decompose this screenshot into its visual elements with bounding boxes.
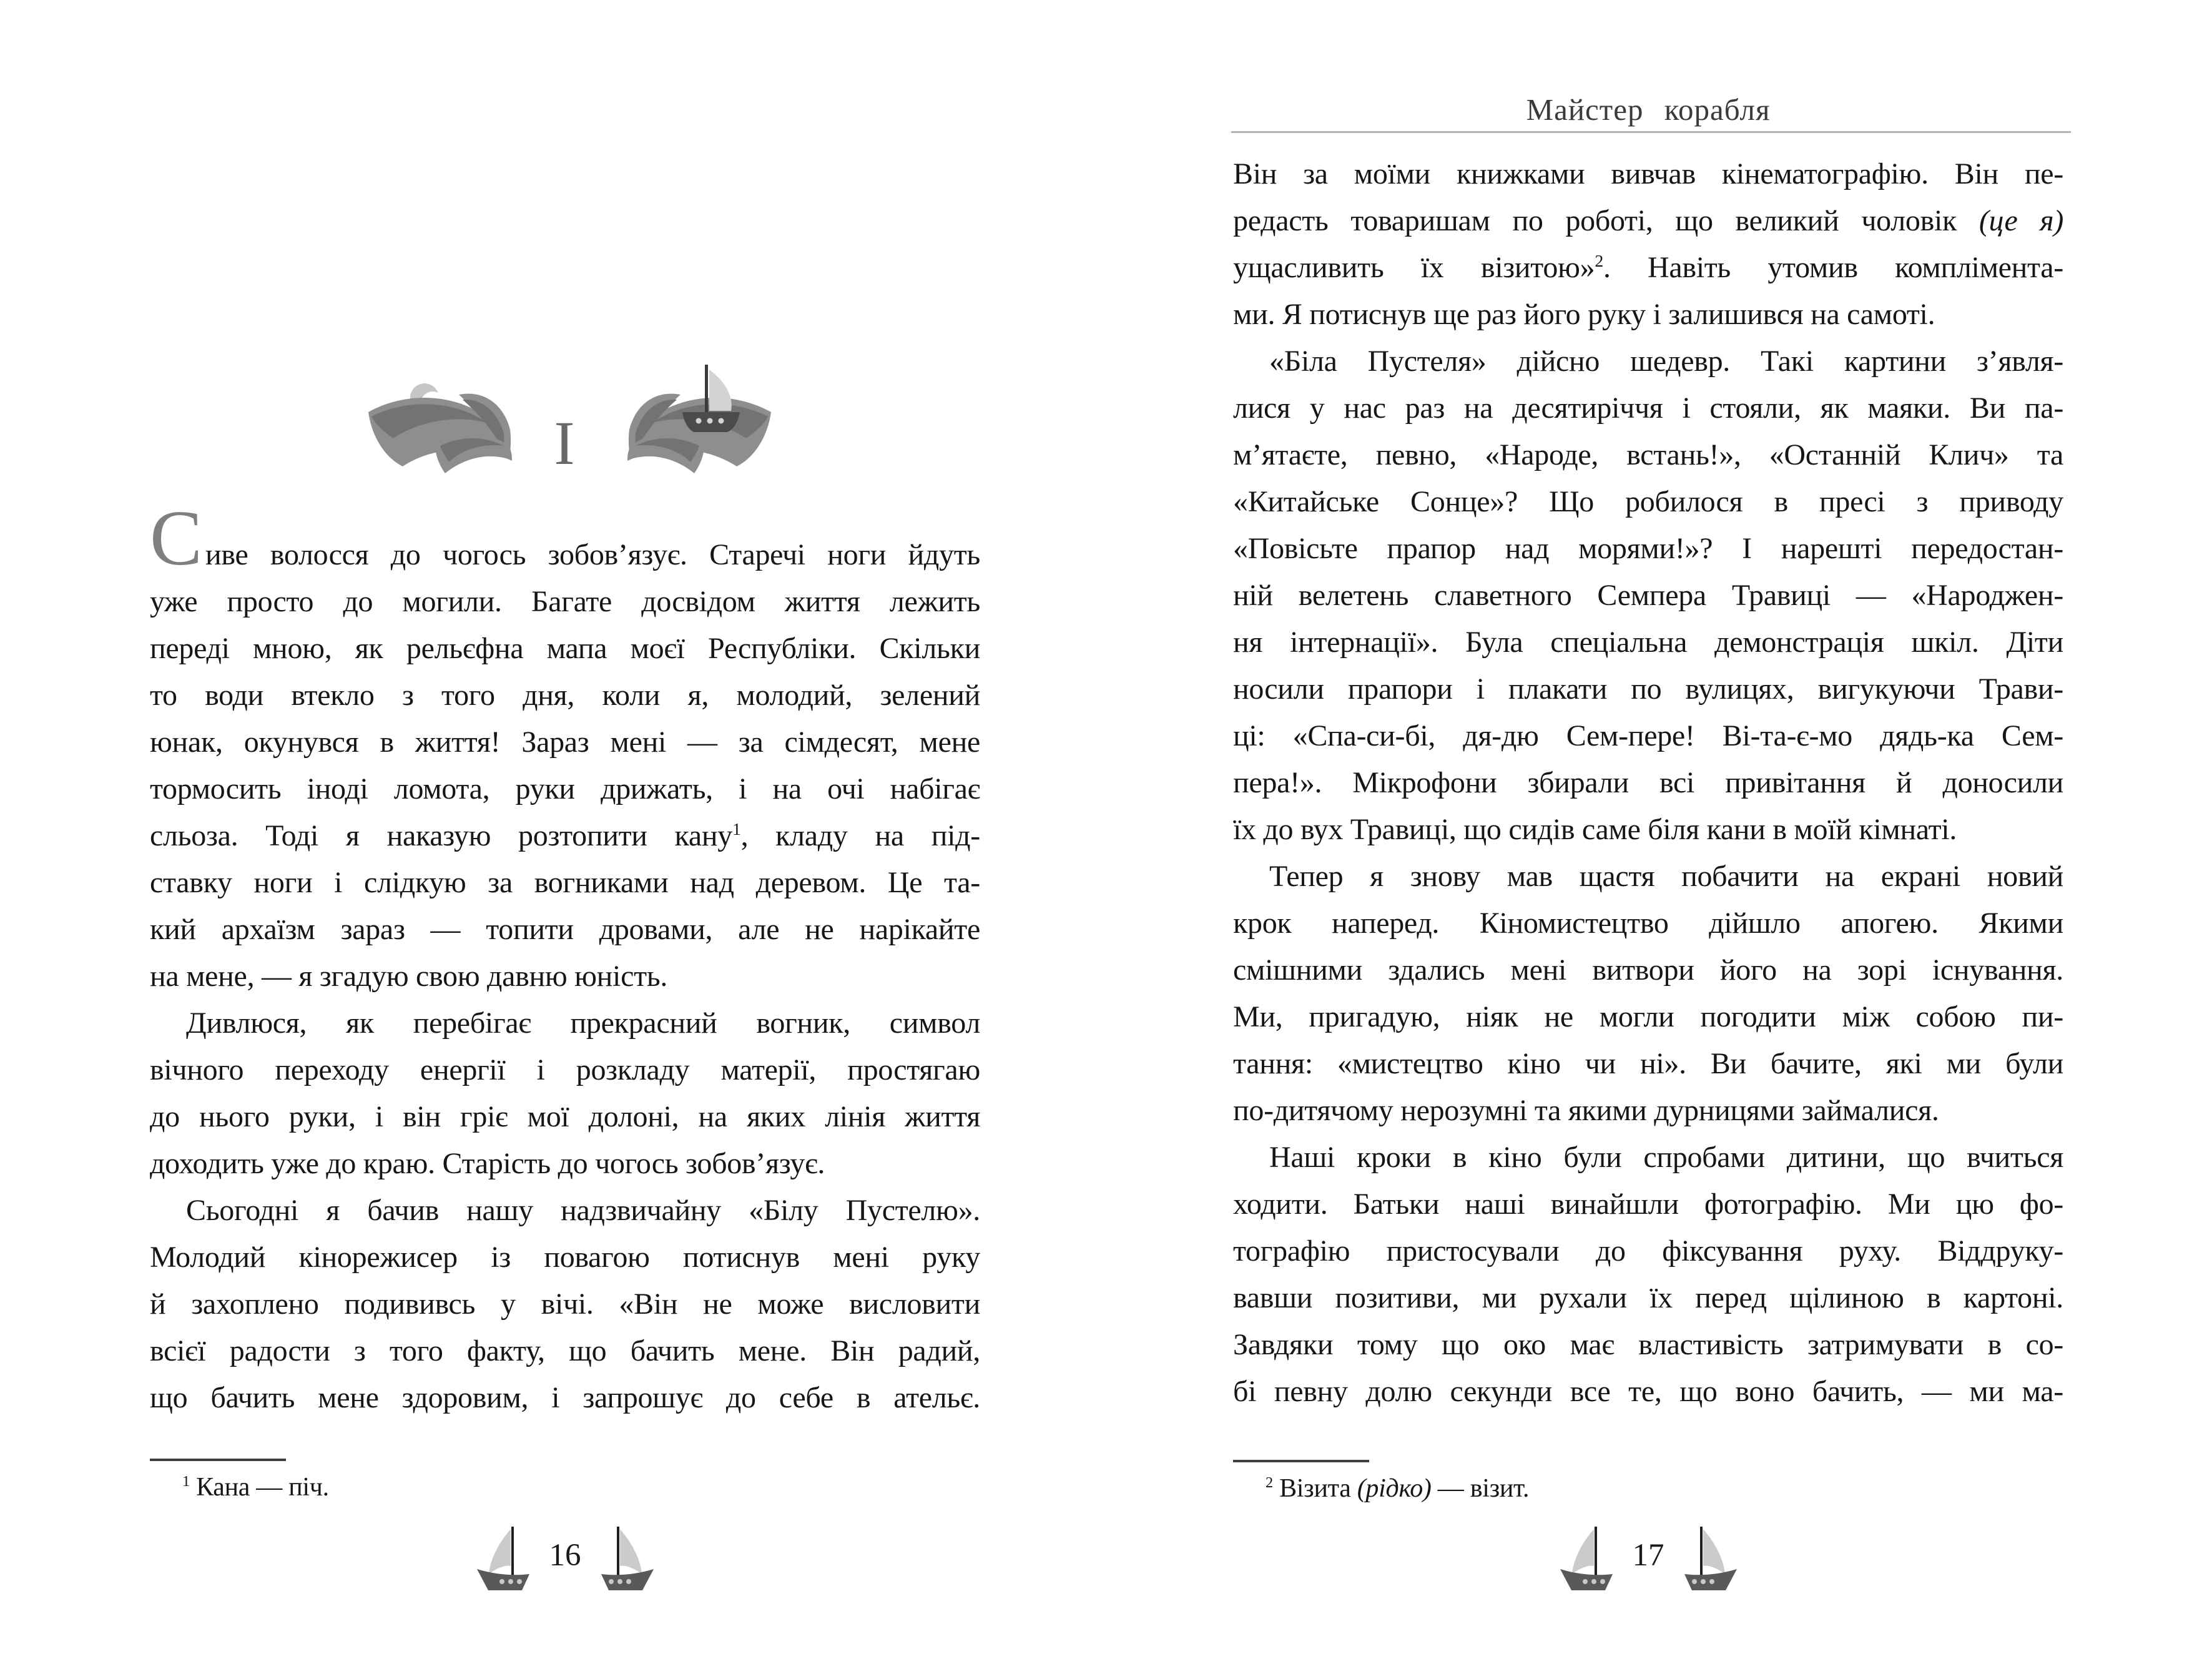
text-line — [1233, 338, 2063, 385]
body-text-right — [1233, 150, 2063, 1415]
text-line — [1233, 1134, 2063, 1181]
text-line — [150, 719, 980, 766]
text-line — [1233, 1321, 2063, 1368]
text-segment: по-дитячому нерозумні та якими дурницями займалися. — [1233, 1094, 1939, 1127]
text-segment: ня інтернації». Була спеціальна демонстрація шкіл. Діти — [1233, 626, 2063, 659]
text-segment: Молодий кінорежисер із повагою потиснув мені руку — [150, 1241, 980, 1274]
text-segment: Дивлюся, як перебігає прекрасний вогник, символ — [186, 1007, 980, 1040]
ornament-sailboat-icon — [682, 365, 740, 432]
sailboat-left-icon — [476, 1525, 531, 1593]
text-line — [1233, 666, 2063, 712]
footnote-marker: 2 — [1595, 252, 1603, 271]
text-line — [1233, 806, 2063, 853]
text-segment: ставку ноги і слідкую за вогниками над деревом. Це та- — [150, 866, 980, 899]
drop-cap: С — [150, 495, 203, 582]
text-line — [1233, 478, 2063, 525]
text-line — [1233, 244, 2063, 291]
text-line — [150, 1234, 980, 1281]
text-segment: (рідко) — [1357, 1474, 1432, 1503]
text-segment: Він за моїми книжками вивчав кінематографію. Він пе- — [1233, 157, 2063, 190]
text-segment: редасть товаришам по роботі, що великий чоловік — [1233, 204, 1979, 237]
text-line — [150, 495, 980, 582]
text-line — [150, 672, 980, 719]
text-line — [1233, 712, 2063, 759]
text-segment: до нього руки, і він гріє мої долоні, на яких лінія життя — [150, 1100, 980, 1133]
text-segment: ці: «Спа-си-бі, дя-дю Сем-пере! Ві-та-є-мо дядь-ка Сем- — [1233, 719, 2063, 752]
text-line — [150, 1140, 980, 1187]
text-segment: сльоза. Тоді я наказую розтопити кану — [150, 819, 732, 852]
text-segment: крок наперед. Кіномистецтво дійшло апогею. Якими — [1233, 907, 2063, 940]
running-header: Майстер корабля — [1526, 92, 1771, 127]
text-segment: юнак, окунувся в життя! Зараз мені — за сімдесят, мене — [150, 726, 980, 759]
text-line — [1233, 431, 2063, 478]
text-line — [1233, 853, 2063, 900]
sailboat-right-icon — [600, 1525, 655, 1593]
text-line — [1233, 572, 2063, 619]
text-segment: то води втекло з того дня, коли я, молодий, зелений — [150, 679, 980, 712]
page-number-right: 17 — [1632, 1538, 1664, 1573]
text-line — [1233, 759, 2063, 806]
text-line — [1233, 1274, 2063, 1321]
text-segment: їх до вух Травиці, що сидів саме біля кани в моїй кімнаті. — [1233, 813, 1957, 846]
text-line — [1233, 947, 2063, 993]
text-segment: уже просто до могили. Багате досвідом життя лежить — [150, 585, 980, 618]
text-segment: Сьогодні я бачив нашу надзвичайну «Білу Пустелю». — [186, 1194, 980, 1227]
text-segment: на мене, — я згадую свою давню юність. — [150, 960, 668, 993]
footnote-marker: 1 — [732, 820, 741, 839]
text-line — [150, 1187, 980, 1234]
text-segment: ній велетень славетного Семпера Травиці — «Народжен- — [1233, 579, 2063, 612]
text-segment: й захоплено подививсь у вічі. «Він не може висловити — [150, 1287, 980, 1321]
footnote-marker: 1 — [182, 1473, 190, 1490]
header-rule — [1231, 131, 2071, 133]
text-line — [150, 953, 980, 1000]
text-line — [150, 1046, 980, 1093]
text-segment: (це я) — [1979, 204, 2063, 237]
text-segment: — візит. — [1431, 1474, 1530, 1503]
text-line — [150, 1000, 980, 1046]
footnote-left — [150, 1469, 980, 1506]
footnote-rule-right — [1233, 1460, 1369, 1462]
text-line — [1233, 900, 2063, 947]
text-line — [1233, 385, 2063, 431]
sailboat-right-icon — [1683, 1525, 1738, 1593]
footnote-rule-left — [150, 1459, 286, 1461]
text-line — [150, 859, 980, 906]
text-segment: Завдяки тому що око має властивість затримувати в со- — [1233, 1328, 2063, 1361]
text-segment: Наші кроки в кіно були спробами дитини, що вчиться — [1269, 1141, 2063, 1174]
text-line — [1233, 525, 2063, 572]
text-segment: . Навіть утомив комплімента- — [1603, 251, 2063, 284]
text-segment: ходити. Батьки наші винайшли фотографію. Ми цю фо- — [1233, 1188, 2063, 1221]
text-line — [1233, 1368, 2063, 1415]
text-line — [150, 1281, 980, 1327]
chapter-numeral: I — [554, 408, 575, 478]
text-segment: тормосить іноді ломота, руки дрижать, і на очі набігає — [150, 772, 980, 805]
text-line — [1233, 1228, 2063, 1274]
text-line — [150, 1327, 980, 1374]
text-segment: Ми, пригадую, ніяк не могли погодити між собою пи- — [1233, 1000, 2063, 1033]
text-line — [150, 1093, 980, 1140]
text-line — [1233, 993, 2063, 1040]
text-segment: , кладу на під- — [740, 819, 980, 852]
wave-swirl-left-icon — [368, 393, 512, 473]
text-segment: переді мною, як рельєфна мапа моєї Республіки. Скільки — [150, 632, 980, 665]
text-line — [150, 625, 980, 672]
text-segment: иве волосся до чогось зобов’язує. Старечі ноги йдуть — [205, 538, 980, 571]
text-segment: вавши позитиви, ми рухали їх перед щілиною в картоні. — [1233, 1281, 2063, 1314]
text-segment: ущасливить їх візитою» — [1233, 251, 1595, 284]
text-line — [1233, 1181, 2063, 1228]
text-segment: носили прапори і плакати по вулицях, вигукуючи Трави- — [1233, 672, 2063, 706]
text-segment: смішними здались мені витвори його на зорі існування. — [1233, 953, 2063, 987]
sailboat-left-icon — [1559, 1525, 1614, 1593]
text-segment: тографію пристосували до фіксування руху. Віддруку- — [1233, 1234, 2063, 1268]
page-footer-right — [1233, 1525, 2063, 1593]
text-segment: Візита — [1272, 1474, 1357, 1503]
text-segment: всієї радости з того факту, що бачить мене. Він радий, — [150, 1334, 980, 1367]
text-segment: тання: «мистецтво кіно чи ні». Ви бачите, які ми були — [1233, 1047, 2063, 1080]
text-segment: «Повісьте прапор над морями!»? І нарешті передостан- — [1233, 532, 2063, 565]
text-line — [150, 812, 980, 859]
text-segment: доходить уже до краю. Старість до чогось зобов’язує. — [150, 1147, 825, 1180]
text-segment: Тепер я знову мав щастя побачити на екрані новий — [1269, 860, 2063, 893]
body-text-left — [150, 495, 980, 1421]
page-number-left: 16 — [549, 1538, 581, 1573]
wave-swirl-right-icon — [627, 393, 771, 473]
text-line — [150, 906, 980, 953]
page-footer-left — [150, 1525, 980, 1593]
text-line — [1233, 1040, 2063, 1087]
text-segment: бі певну долю секунди все те, що воно бачить, — ми ма- — [1233, 1375, 2063, 1408]
text-line — [150, 1469, 980, 1506]
text-line — [1233, 150, 2063, 197]
text-line — [150, 766, 980, 812]
footnote-right — [1233, 1470, 2063, 1507]
text-line — [1233, 1087, 2063, 1134]
text-line — [1233, 619, 2063, 666]
text-segment: ми. Я потиснув ще раз його руку і залишився на самоті. — [1233, 298, 1935, 331]
text-line — [1233, 197, 2063, 244]
text-segment: пера!». Мікрофони збирали всі привітання й доносили — [1233, 766, 2063, 799]
text-line — [1233, 291, 2063, 338]
text-segment: Кана — піч. — [189, 1473, 329, 1502]
text-segment: кий архаїзм зараз — топити дровами, але не нарікайте — [150, 913, 980, 946]
text-line — [1233, 1470, 2063, 1507]
text-segment: лися у нас раз на десятиріччя і стояли, як маяки. Ви па- — [1233, 391, 2063, 425]
footnote-marker: 2 — [1266, 1474, 1273, 1491]
text-segment: м’ятаєте, певно, «Народе, встань!», «Останній Клич» та — [1233, 438, 2063, 471]
text-line — [150, 1374, 980, 1421]
text-segment: «Китайське Сонце»? Що робилося в пресі з приводу — [1233, 485, 2063, 518]
text-segment: «Біла Пустеля» дійсно шедевр. Такі картини з’явля- — [1269, 345, 2063, 378]
text-line — [150, 578, 980, 625]
text-segment: вічного переходу енергії і розкладу матерії, простягаю — [150, 1053, 980, 1086]
text-segment: що бачить мене здоровим, і запрошує до себе в ательє. — [150, 1381, 980, 1414]
